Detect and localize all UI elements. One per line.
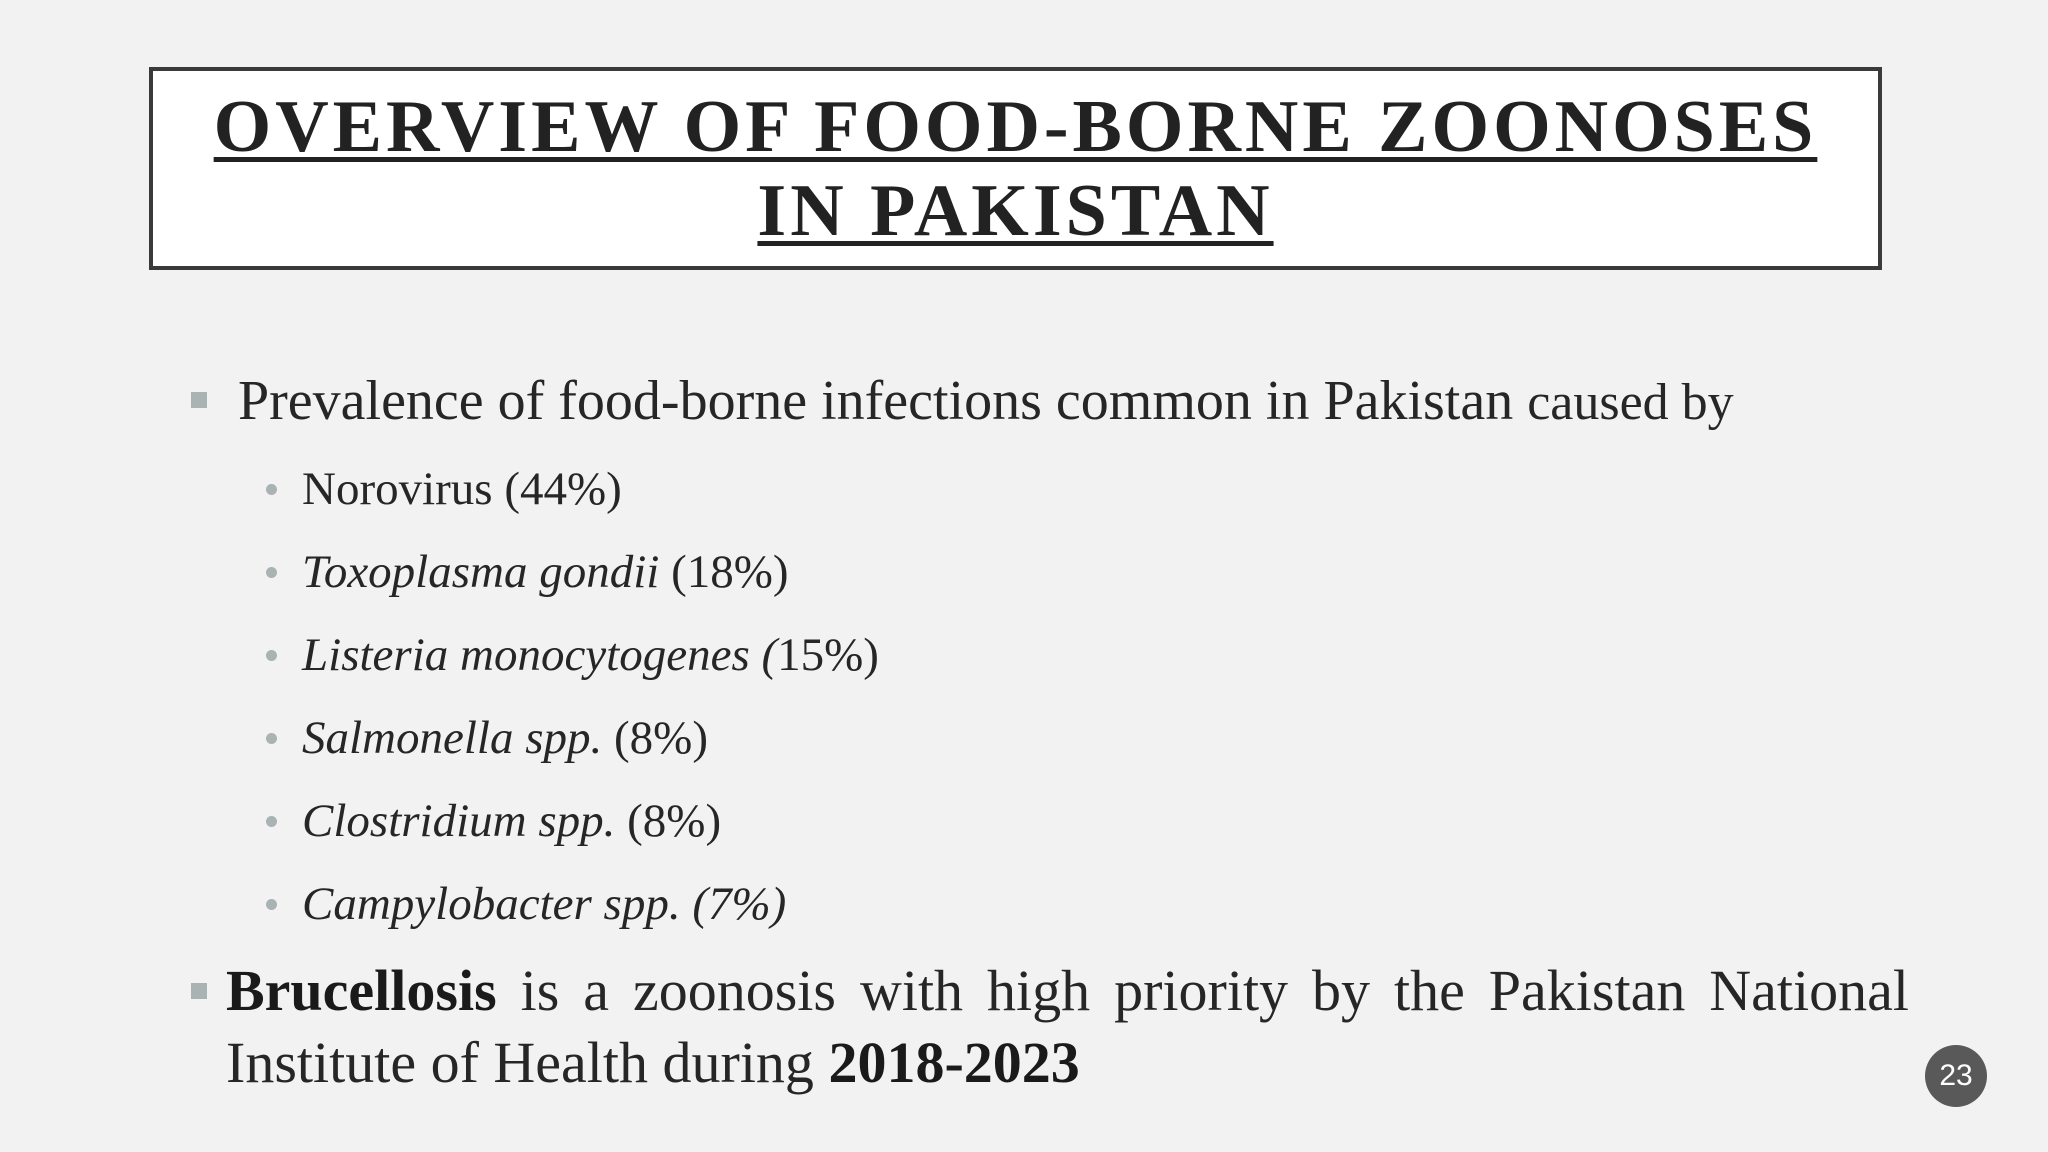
dot-bullet-icon (266, 484, 277, 495)
sub-item-value: (18%) (671, 546, 789, 598)
sub-item-salmonella (302, 710, 708, 766)
sub-item-name: Salmonella spp. (302, 712, 603, 764)
square-bullet-icon (191, 392, 207, 408)
dot-bullet-icon (266, 816, 277, 827)
prevalence-tail: caused by (1527, 374, 1734, 431)
sub-item-value: (44%) (504, 463, 622, 515)
sub-item-value: (8%) (627, 795, 722, 847)
square-bullet-icon (191, 983, 207, 999)
bullet-brucellosis (226, 955, 1909, 1099)
brucellosis-line-1 (226, 955, 1909, 1027)
sub-item-listeria (302, 627, 879, 683)
slide-title (214, 85, 1818, 253)
sub-item-campylobacter (302, 876, 786, 932)
title-line-1: OVERVIEW OF FOOD-BORNE ZOONOSES (213, 85, 1818, 168)
sub-item-value: (8%) (614, 712, 708, 764)
title-line-2: IN PAKISTAN (757, 169, 1274, 252)
sub-item-clostridium (302, 793, 721, 849)
bullet-prevalence (238, 368, 1734, 436)
page-number-badge: 23 (1925, 1045, 1987, 1107)
brucellosis-line-2-text: Institute of Health during (226, 1030, 814, 1095)
title-box (149, 67, 1882, 270)
brucellosis-term: Brucellosis (226, 958, 497, 1023)
brucellosis-line-1-rest: is a zoonosis with high priority by the Pakistan National (520, 958, 1910, 1023)
sub-item-toxoplasma (302, 544, 789, 600)
dot-bullet-icon (266, 650, 277, 661)
brucellosis-years: 2018-2023 (828, 1030, 1080, 1095)
dot-bullet-icon (266, 733, 277, 744)
sub-item-name: Campylobacter spp. (7%) (302, 878, 787, 930)
dot-bullet-icon (266, 567, 277, 578)
sub-item-name: Toxoplasma gondii (302, 546, 660, 598)
sub-item-norovirus (302, 461, 622, 517)
prevalence-text: Prevalence of food-borne infections common in Pakistan (238, 370, 1514, 432)
sub-item-value: 15%) (777, 629, 879, 681)
brucellosis-line-2 (226, 1027, 1909, 1099)
dot-bullet-icon (266, 899, 277, 910)
sub-item-name: Norovirus (302, 463, 493, 515)
sub-item-name: Listeria monocytogenes ( (302, 629, 778, 681)
sub-item-name: Clostridium spp. (302, 795, 616, 847)
